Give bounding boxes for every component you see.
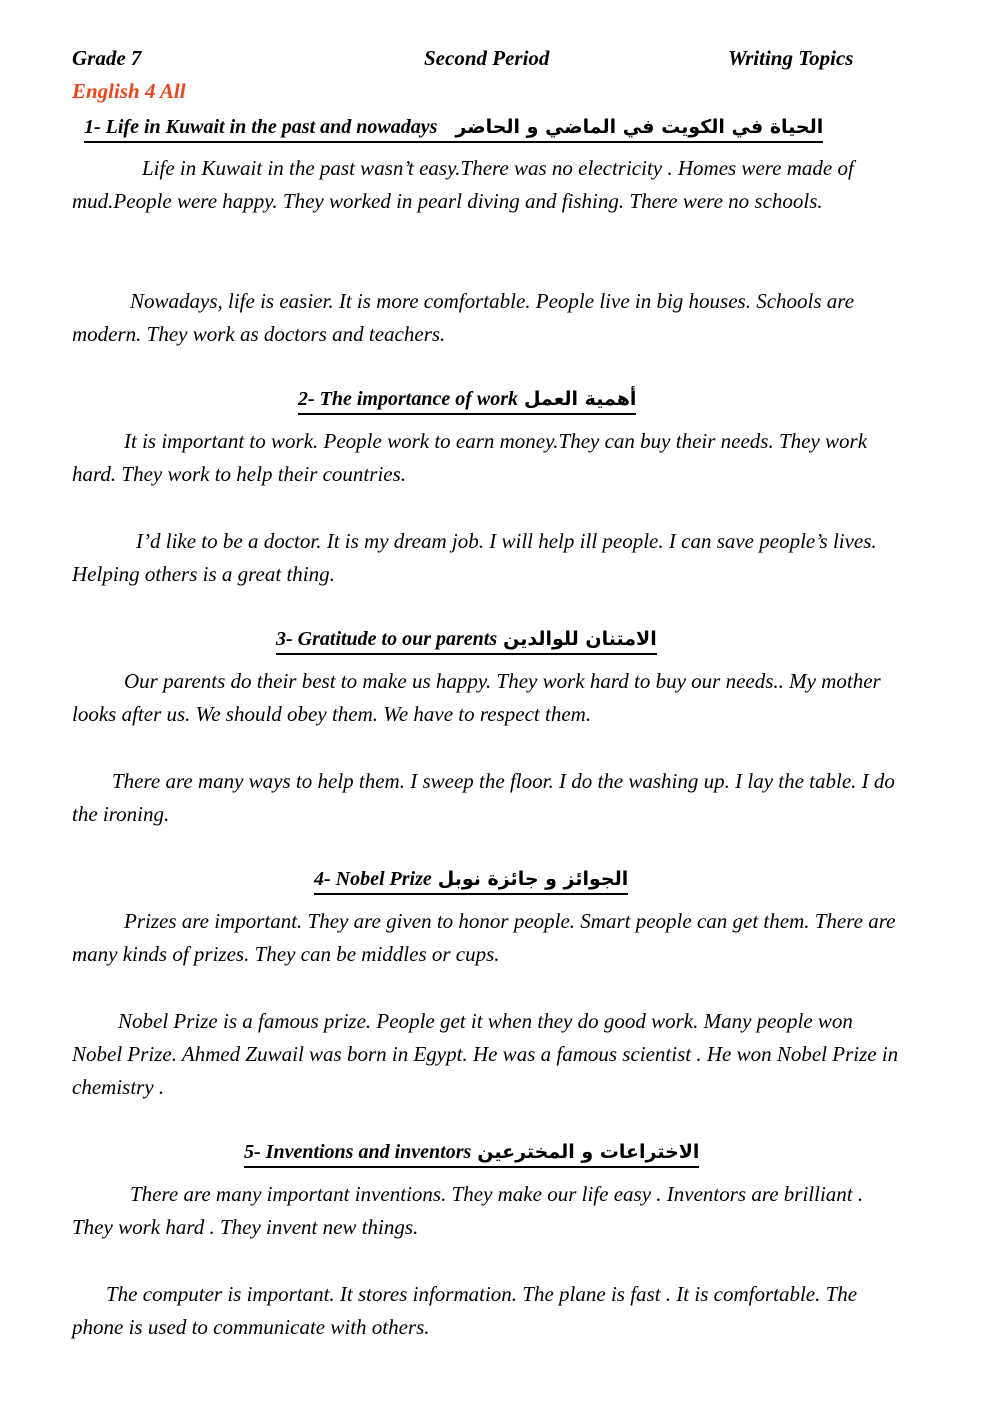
section-5-title-ar: الاختراعات و المخترعين	[477, 1141, 700, 1163]
section-2-paragraph-1	[72, 425, 907, 491]
section-4-heading	[314, 866, 628, 895]
paragraph-text: There are many ways to help them. I sweep the floor. I do the washing up. I lay the table. I do the ironing.	[72, 769, 895, 826]
brand-label: English 4 All	[72, 79, 186, 103]
paragraph-text: Nowadays, life is easier. It is more comfortable. People live in big houses. Schools are modern. They work as doctors and teachers.	[72, 289, 855, 346]
paragraph-text: The computer is important. It stores information. The plane is fast . It is comfortable. The phone is used to communicate with others.	[72, 1282, 858, 1339]
paragraph-text: Life in Kuwait in the past wasn’t easy.There was no electricity . Homes were made of mud.People were happy. They worked in pearl diving and fishing. There were no schools.	[72, 156, 854, 213]
paragraph-text: Our parents do their best to make us happy. They work hard to buy our needs.. My mother looks after us. We should obey them. We have to respect them.	[72, 669, 881, 726]
grade-label: Grade 7	[72, 46, 142, 70]
section-4-paragraph-2	[72, 1005, 907, 1104]
section-5-heading	[244, 1139, 699, 1168]
section-5-title-en: 5- Inventions and inventors	[244, 1141, 472, 1163]
section-3-heading	[276, 626, 657, 655]
paragraph-text: Prizes are important. They are given to honor people. Smart people can get them. There are many kinds of prizes. They can be middles or cups.	[72, 909, 896, 966]
section-4-paragraph-1	[72, 905, 907, 971]
section-3-title-ar: الامتنان للوالدين	[503, 628, 657, 650]
topics-label: Writing Topics	[728, 46, 854, 70]
paragraph-text: There are many important inventions. They make our life easy . Inventors are brilliant . They work hard . They invent new things.	[72, 1182, 864, 1239]
section-1-heading	[84, 114, 823, 143]
section-1-paragraph-1	[72, 152, 907, 218]
section-3-paragraph-1	[72, 665, 907, 731]
section-1-title-ar: الحياة في الكويت في الماضي و الحاضر	[455, 116, 824, 138]
period-label: Second Period	[424, 46, 550, 70]
section-2-title-ar: أهمية العمل	[524, 388, 637, 410]
section-2-heading	[298, 386, 636, 415]
section-1-paragraph-2	[72, 285, 907, 351]
section-4-title-en: 4- Nobel Prize	[314, 868, 432, 890]
paragraph-text: It is important to work. People work to earn money.They can buy their needs. They work hard. They work to help their countries.	[72, 429, 868, 486]
paragraph-text: I’d like to be a doctor. It is my dream job. I will help ill people. I can save people’s lives. Helping others is a great thing.	[72, 529, 877, 586]
section-4-title-ar: الجوائز و جائزة نوبل	[437, 868, 629, 890]
section-2-paragraph-2	[72, 525, 907, 591]
section-3-paragraph-2	[72, 765, 907, 831]
section-1-title-en: 1- Life in Kuwait in the past and nowadays	[84, 116, 438, 138]
section-5-paragraph-1	[72, 1178, 907, 1244]
section-3-title-en: 3- Gratitude to our parents	[276, 628, 498, 650]
paragraph-text: Nobel Prize is a famous prize. People get it when they do good work. Many people won Nobel Prize. Ahmed Zuwail was born in Egypt. He was a famous scientist . He won Nobel Prize in chemistry .	[72, 1009, 899, 1099]
section-5-paragraph-2	[72, 1278, 907, 1344]
section-2-title-en: 2- The importance of work	[298, 388, 518, 410]
